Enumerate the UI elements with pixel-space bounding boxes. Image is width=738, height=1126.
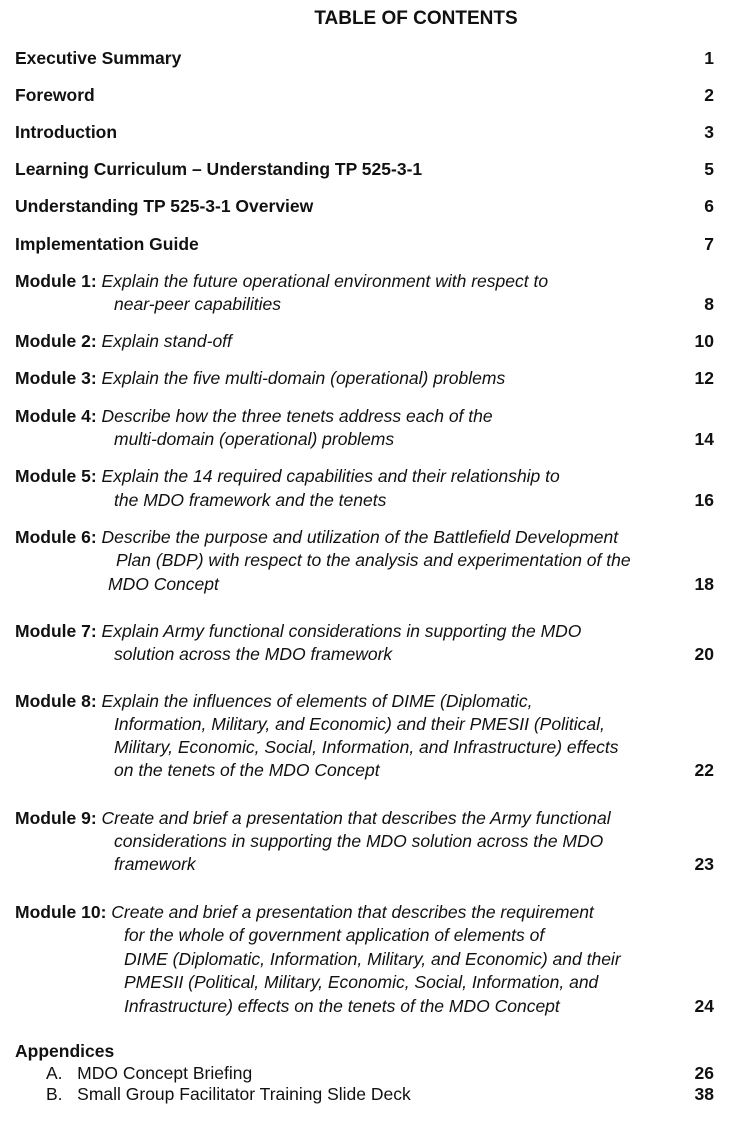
module-desc-line: the MDO framework and the tenets bbox=[114, 490, 387, 510]
module-desc-line: Infrastructure) effects on the tenets of the MDO Concept bbox=[124, 996, 560, 1016]
toc-module-4 bbox=[15, 405, 493, 428]
toc-entry-page: 6 bbox=[704, 196, 714, 216]
toc-module-page: 24 bbox=[694, 996, 714, 1016]
toc-entry-page: 1 bbox=[704, 48, 714, 68]
toc-entry-page: 3 bbox=[704, 122, 714, 142]
appendix-page: 26 bbox=[694, 1063, 714, 1083]
module-desc-line: solution across the MDO framework bbox=[114, 644, 393, 664]
toc-entry-label: Introduction bbox=[15, 122, 118, 142]
module-desc-line: PMESII (Political, Military, Economic, Social, Information, and bbox=[124, 972, 599, 992]
module-desc-line: Information, Military, and Economic) and their PMESII (Political, bbox=[114, 714, 605, 734]
module-desc-line: DIME (Diplomatic, Information, Military, and Economic) and their bbox=[124, 949, 621, 969]
module-desc-line: Plan (BDP) with respect to the analysis and experimentation of the bbox=[116, 550, 631, 570]
toc-module-3 bbox=[15, 367, 505, 390]
module-desc-line: multi-domain (operational) problems bbox=[114, 429, 395, 449]
module-desc-line: near-peer capabilities bbox=[114, 294, 282, 314]
module-desc-line: Explain the influences of elements of DIME (Diplomatic, bbox=[101, 691, 533, 711]
toc-entry-label: Executive Summary bbox=[15, 48, 182, 68]
toc-entry-label: Learning Curriculum – Understanding TP 525-3-1 bbox=[15, 159, 423, 179]
toc-entry-label: Foreword bbox=[15, 85, 95, 105]
module-desc-line: Explain the five multi-domain (operational) problems bbox=[101, 368, 506, 388]
toc-module-6 bbox=[15, 526, 618, 549]
module-desc-line: framework bbox=[114, 854, 196, 874]
module-desc-line: for the whole of government application of elements of bbox=[124, 925, 545, 945]
module-label: Module 7: bbox=[15, 621, 97, 641]
toc-module-page: 12 bbox=[694, 368, 714, 388]
module-desc-line: Explain the 14 required capabilities and their relationship to bbox=[101, 466, 560, 486]
module-label: Module 1: bbox=[15, 271, 97, 291]
toc-module-page: 18 bbox=[694, 574, 714, 594]
appendix-letter: B. bbox=[46, 1084, 63, 1104]
module-desc-line: Describe the purpose and utilization of the Battlefield Development bbox=[101, 527, 619, 547]
module-desc-line: Create and brief a presentation that describes the requirement bbox=[111, 902, 594, 922]
toc-module-10 bbox=[15, 901, 594, 924]
module-label: Module 8: bbox=[15, 691, 97, 711]
toc-module-page: 10 bbox=[694, 331, 714, 351]
toc-module-page: 8 bbox=[704, 294, 714, 314]
toc-module-1 bbox=[15, 270, 548, 293]
toc-module-5 bbox=[15, 465, 560, 488]
appendix-label: MDO Concept Briefing bbox=[77, 1063, 253, 1083]
toc-entry-page: 7 bbox=[704, 234, 714, 254]
appendix-page: 38 bbox=[694, 1084, 714, 1104]
toc-entry-page: 2 bbox=[704, 85, 714, 105]
toc-module-page: 23 bbox=[694, 854, 714, 874]
module-label: Module 5: bbox=[15, 466, 97, 486]
toc-module-9 bbox=[15, 807, 611, 830]
toc-module-page: 22 bbox=[694, 760, 714, 780]
toc-module-page: 20 bbox=[694, 644, 714, 664]
toc-module-7 bbox=[15, 620, 581, 643]
module-desc-line: on the tenets of the MDO Concept bbox=[114, 760, 380, 780]
module-label: Module 9: bbox=[15, 808, 97, 828]
module-label: Module 4: bbox=[15, 406, 97, 426]
module-desc-line: Create and brief a presentation that describes the Army functional bbox=[101, 808, 611, 828]
module-label: Module 10: bbox=[15, 902, 107, 922]
module-label: Module 3: bbox=[15, 368, 97, 388]
module-label: Module 2: bbox=[15, 331, 97, 351]
toc-module-8 bbox=[15, 690, 532, 713]
appendix-label: Small Group Facilitator Training Slide Deck bbox=[77, 1084, 411, 1104]
module-desc-line: considerations in supporting the MDO solution across the MDO bbox=[114, 831, 604, 851]
toc-entry-label: Implementation Guide bbox=[15, 234, 199, 254]
toc-module-2 bbox=[15, 330, 232, 353]
toc-entry-page: 5 bbox=[704, 159, 714, 179]
module-desc-line: Explain Army functional considerations in supporting the MDO bbox=[101, 621, 582, 641]
module-desc-line: Explain the future operational environment with respect to bbox=[101, 271, 549, 291]
toc-module-page: 14 bbox=[694, 429, 714, 449]
module-desc-line: MDO Concept bbox=[108, 574, 219, 594]
appendix-item bbox=[46, 1062, 252, 1085]
toc-module-page: 16 bbox=[694, 490, 714, 510]
appendix-letter: A. bbox=[46, 1063, 63, 1083]
module-desc-line: Describe how the three tenets address each of the bbox=[101, 406, 493, 426]
module-label: Module 6: bbox=[15, 527, 97, 547]
toc-entry-label: Understanding TP 525-3-1 Overview bbox=[15, 196, 314, 216]
appendices-heading: Appendices bbox=[15, 1041, 115, 1061]
appendix-item bbox=[46, 1083, 411, 1106]
page-title: TABLE OF CONTENTS bbox=[314, 8, 518, 29]
module-desc-line: Military, Economic, Social, Information, and Infrastructure) effects bbox=[114, 737, 619, 757]
module-desc-line: Explain stand-off bbox=[101, 331, 232, 351]
